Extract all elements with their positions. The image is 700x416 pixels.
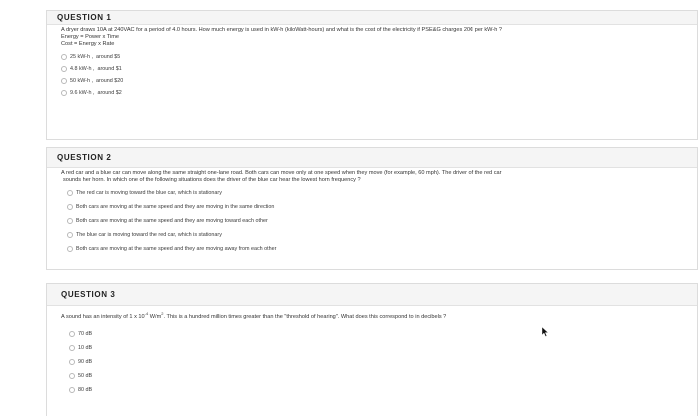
question-2-options [67,186,697,256]
question-3-header: QUESTION 3 [47,284,697,306]
answer-option[interactable] [61,51,697,63]
option-cost: around $2 [97,89,122,96]
option-label: 80 dB [78,386,93,393]
option-separator: , [91,65,98,72]
answer-option[interactable] [67,186,697,200]
answer-option[interactable] [69,369,697,383]
answer-option[interactable] [61,87,697,99]
question-2-text-line1: A red car and a blue car can move along the same straight one-lane road. Both cars can move only at one speed when they move (for example, 60 mph). The driver of the red car [61,170,502,176]
mouse-cursor-icon [541,327,549,337]
option-label: 10 dB [78,344,93,351]
option-label: The red car is moving toward the blue car, which is stationary [76,189,222,196]
option-label: 50 dB [78,372,93,379]
radio-button[interactable] [67,232,73,238]
question-3-text-part1: A sound has an intensity of 1 x 10 [61,314,145,320]
question-3-block [46,283,698,416]
answer-option[interactable] [67,228,697,242]
answer-option[interactable] [67,200,697,214]
answer-option[interactable] [69,327,697,341]
radio-button[interactable] [69,359,75,365]
answer-option[interactable] [69,355,697,369]
question-2-header: QUESTION 2 [47,148,697,168]
option-label: 90 dB [78,358,93,365]
option-label: The blue car is moving toward the red car, which is stationary [76,231,222,238]
option-cost: around $5 [95,53,121,60]
radio-button[interactable] [69,373,75,379]
radio-button[interactable] [69,331,75,337]
radio-button[interactable] [61,66,67,72]
radio-button[interactable] [61,90,67,96]
option-cost: around $20 [95,77,124,84]
option-label: 70 dB [78,330,93,337]
radio-button[interactable] [69,387,75,393]
question-1-body [47,25,697,99]
question-3-body [47,306,697,397]
option-value: 50 kW-h [70,77,90,84]
answer-option[interactable] [69,383,697,397]
option-value: 25 kW-h [70,53,90,60]
question-1-text: A dryer draws 10A at 240VAC for a period of 4.0 hours. How much energy is used in kW-h (kiloWatt-hours) and what is the cost of the electricity if PSE&G charges 20¢ per kW-h ? [61,27,502,33]
option-separator: , [89,53,96,60]
question-1-header: QUESTION 1 [47,11,697,25]
option-label: Both cars are moving at the same speed and they are moving in the same direction [76,203,275,210]
question-3-text [61,311,697,321]
option-value: 9.6 kW-h [70,89,92,96]
option-label: Both cars are moving at the same speed and they are moving toward each other [76,217,268,224]
option-label: Both cars are moving at the same speed and they are moving away from each other [76,245,277,252]
radio-button[interactable] [67,246,73,252]
answer-option[interactable] [67,242,697,256]
question-1-options [61,51,697,99]
answer-option[interactable] [61,63,697,75]
question-2-body [47,168,697,256]
radio-button[interactable] [67,190,73,196]
question-1-formula-cost: Cost = Energy x Rate [61,41,115,47]
question-2-block [46,147,698,270]
option-cost: around $1 [97,65,122,72]
radio-button[interactable] [67,218,73,224]
question-2-text-line2: sounds her horn. In which one of the following situations does the driver of the blue car hear the lowest horn frequency ? [63,177,361,183]
question-3-options [69,327,697,397]
question-1-block [46,10,698,140]
option-separator: , [91,89,98,96]
radio-button[interactable] [61,54,67,60]
radio-button[interactable] [61,78,67,84]
question-1-formula-energy: Energy = Power x Time [61,34,119,40]
question-3-text-unit: W/m [148,314,162,320]
option-value: 4.8 kW-h [70,65,92,72]
radio-button[interactable] [67,204,73,210]
answer-option[interactable] [67,214,697,228]
answer-option[interactable] [61,75,697,87]
question-3-unit-exponent: 2 [161,311,164,317]
question-3-text-part3: . This is a hundred million times greater than the "threshold of hearing". What does this correspond to in decibels ? [163,314,447,320]
answer-option[interactable] [69,341,697,355]
option-separator: , [89,77,96,84]
radio-button[interactable] [69,345,75,351]
question-3-exponent: -4 [144,311,149,317]
